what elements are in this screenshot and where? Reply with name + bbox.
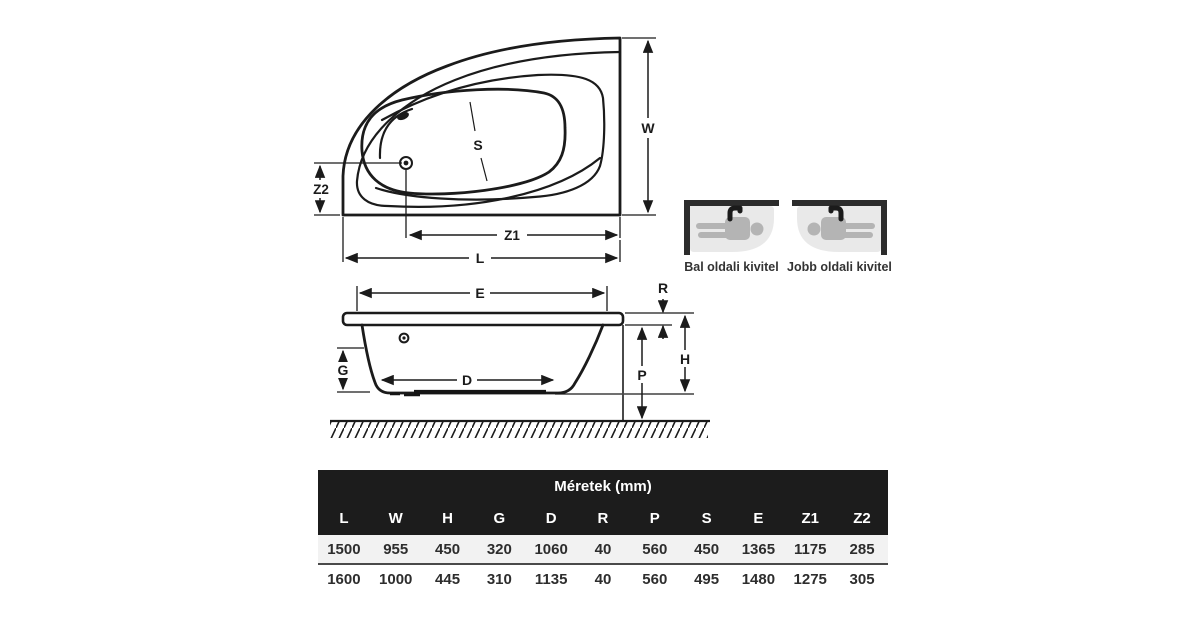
- dim-z2-label: Z2: [313, 182, 329, 197]
- table-columns: [318, 502, 888, 535]
- right-version-pictogram: [792, 200, 887, 255]
- tub-outer-outline: [343, 38, 620, 215]
- dimension-value: 1500: [327, 540, 361, 558]
- right-version-label: Jobb oldali kivitel: [787, 260, 892, 274]
- column-header: L: [339, 510, 349, 527]
- dimension-value: 560: [642, 540, 668, 558]
- table-title: Méretek (mm): [554, 477, 652, 495]
- dimension-value: 495: [694, 570, 720, 588]
- drain-hole-center: [404, 161, 409, 166]
- dim-d-label: D: [461, 372, 473, 388]
- variant-left: [684, 200, 779, 274]
- tub-rim-inner-line: [357, 52, 620, 207]
- table-row: [318, 565, 888, 593]
- dimension-value: 1000: [379, 570, 413, 588]
- dimension-value: 1365: [741, 540, 776, 558]
- column-header: Z2: [853, 510, 871, 527]
- dimension-value: 1275: [793, 570, 827, 588]
- dimension-value: 320: [486, 540, 512, 558]
- dimension-value: 40: [594, 570, 612, 588]
- dimension-value: 285: [849, 540, 875, 558]
- column-header: R: [597, 510, 609, 527]
- dimension-value: 40: [594, 540, 612, 558]
- wall-top: [792, 200, 887, 206]
- left-version-pictogram: [684, 200, 779, 255]
- tub-feet: [390, 394, 420, 395]
- dimensions-table: [318, 470, 888, 593]
- dimension-value: 450: [694, 540, 720, 558]
- column-header: D: [545, 510, 557, 527]
- dimension-value: 560: [642, 570, 668, 588]
- table-header: [318, 470, 888, 535]
- dim-e-label: E: [475, 285, 485, 301]
- dim-l-label: L: [475, 250, 485, 266]
- dim-g-label: G: [337, 362, 349, 378]
- wall-top: [684, 200, 779, 206]
- dim-s-label: S: [473, 137, 483, 153]
- orientation-variants: [684, 200, 892, 274]
- dimension-value: 310: [486, 570, 512, 588]
- dim-h-label: H: [679, 351, 691, 367]
- dimension-value: 1135: [534, 570, 568, 588]
- dim-p-label: P: [637, 367, 647, 383]
- floor-hatch: [330, 422, 708, 438]
- tub-basin-outline: [362, 89, 565, 194]
- dimension-value: 1060: [534, 540, 568, 558]
- tub-rim-profile: [343, 313, 623, 325]
- wall-right: [881, 200, 887, 255]
- overflow-hole-side-center: [402, 336, 405, 339]
- column-header: P: [649, 510, 660, 527]
- left-version-label: Bal oldali kivitel: [684, 260, 779, 274]
- top-view-drawing: [290, 0, 670, 270]
- dim-r-label: R: [657, 280, 669, 296]
- dimension-value: 450: [435, 540, 461, 558]
- tub-body-profile: [362, 325, 603, 393]
- table-rows: [318, 535, 888, 593]
- variant-right: [787, 200, 892, 274]
- column-header: W: [388, 510, 403, 527]
- dimension-value: 445: [435, 570, 461, 588]
- dimension-value: 955: [383, 540, 409, 558]
- dimension-value: 1175: [793, 540, 827, 558]
- dim-r-ext: [625, 313, 694, 325]
- dimension-value: 1480: [741, 570, 776, 588]
- column-header: G: [493, 510, 506, 527]
- dim-z1-label: Z1: [504, 228, 520, 243]
- column-header: E: [753, 510, 764, 527]
- tub-seat-contour: [376, 75, 604, 200]
- dimension-value: 1600: [327, 570, 361, 588]
- wall-left: [684, 200, 690, 255]
- dimension-value: 305: [849, 570, 875, 588]
- column-header: S: [701, 510, 712, 527]
- dim-w-label: W: [641, 120, 655, 136]
- table-row: [318, 535, 888, 565]
- side-view-drawing: [320, 275, 720, 455]
- column-header: Z1: [801, 510, 819, 527]
- column-header: H: [442, 510, 453, 527]
